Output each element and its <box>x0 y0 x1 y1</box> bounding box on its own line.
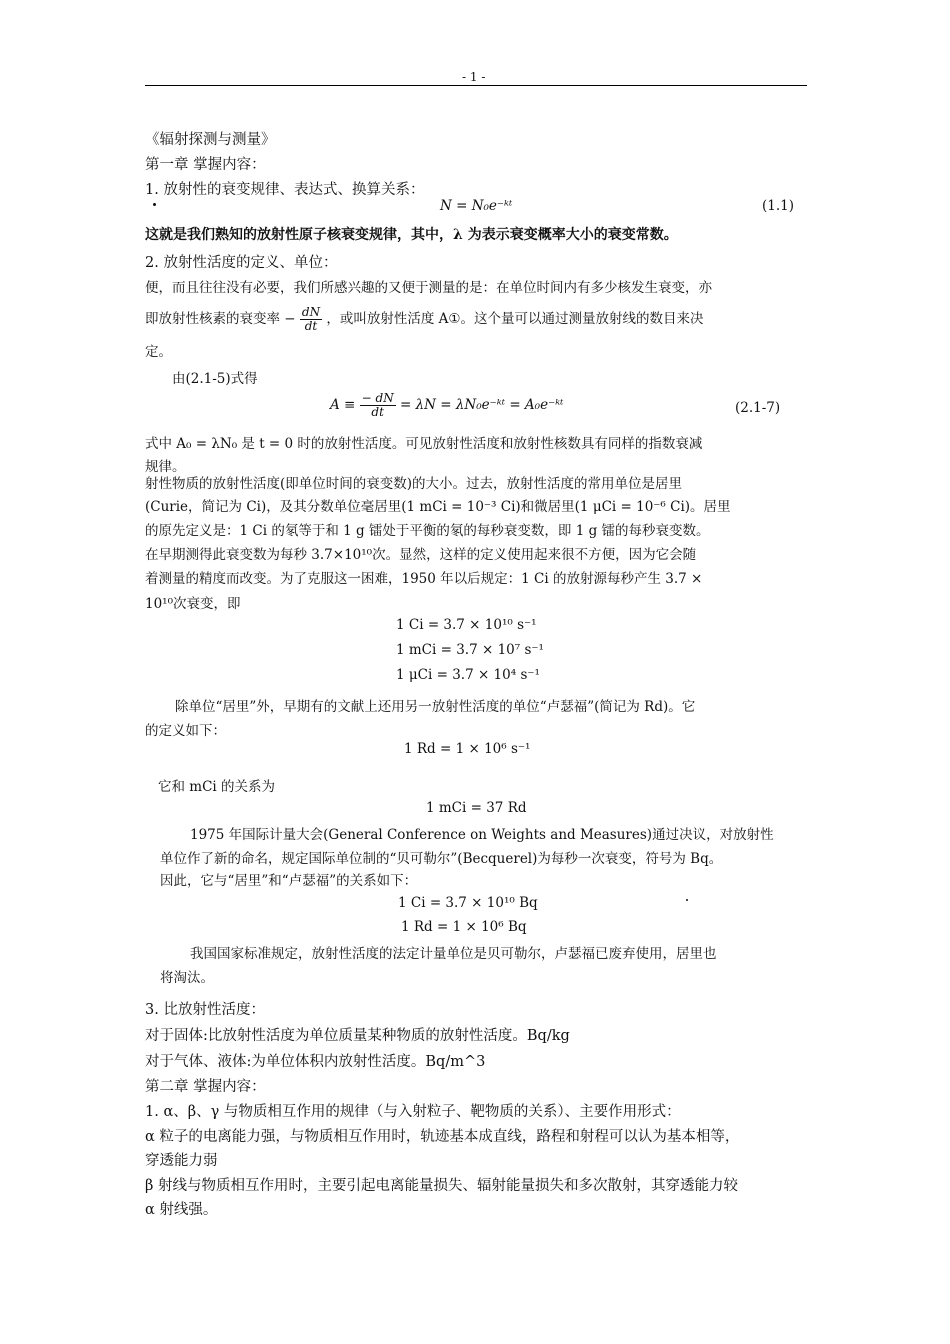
scan-line: (Curie，简记为 Ci)，及其分数单位毫居里(1 mCi = 10⁻³ Ci)和微居里(1 μCi = 10⁻⁶ Ci)。居里 <box>145 499 731 515</box>
equation-2-left: A ≡ <box>330 397 356 413</box>
bullet-dot <box>153 203 156 206</box>
scan-line: 它和 mCi 的关系为 <box>158 779 276 795</box>
scan-speck <box>686 899 688 901</box>
scan-line: 规律。 <box>145 459 186 475</box>
fraction-denominator: dt <box>304 319 318 333</box>
decay-law-sentence: 这就是我们熟知的放射性原子核衰变规律，其中，λ 为表示衰变概率大小的衰变常数。 <box>145 227 678 243</box>
item-2: 2. 放射性活度的定义、单位： <box>145 255 338 271</box>
unit-equation: 1 Ci = 3.7 × 10¹⁰ s⁻¹ <box>396 617 537 633</box>
scan-line: 单位作了新的命名，规定国际单位制的“贝可勒尔”(Becquerel)为每秒一次衰变，符号为 Bq。 <box>160 851 723 867</box>
activity-text-a: 即放射性核素的衰变率 − <box>145 311 296 327</box>
scan-line: 的定义如下： <box>145 723 226 739</box>
scan-line: 射性物质的放射性活度(即单位时间的衰变数)的大小。过去，放射性活度的常用单位是居里 <box>145 476 683 492</box>
scan-line: 1975 年国际计量大会(General Conference on Weights and Measures)通过决议，对放射性 <box>190 827 774 843</box>
activity-text-b: ，或叫放射性活度 A①。这个量可以通过测量放射线的数目来决 <box>326 311 704 327</box>
scan-line: 在早期测得此衰变数为每秒 3.7×10¹⁰次。显然，这样的定义使用起来很不方便，因为它会随 <box>145 547 697 563</box>
activity-definition-line <box>145 306 704 333</box>
unit-equation: 1 mCi = 37 Rd <box>426 800 527 816</box>
unit-equation: 1 Ci = 3.7 × 10¹⁰ Bq <box>398 895 538 911</box>
unit-equation: 1 Rd = 1 × 10⁶ Bq <box>401 919 527 935</box>
scan-line: 由(2.1-5)式得 <box>172 371 258 387</box>
unit-equation: 1 mCi = 3.7 × 10⁷ s⁻¹ <box>396 642 544 658</box>
scan-line: 除单位“居里”外，早期有的文献上还用另一放射性活度的单位“卢瑟福”(简记为 Rd)。它 <box>175 699 696 715</box>
dn-dt-fraction <box>300 306 322 333</box>
scan-line: 定。 <box>145 344 172 360</box>
page-number: - 1 - <box>462 70 486 84</box>
solid-definition: 对于固体:比放射性活度为单位质量某种物质的放射性活度。Bq/kg <box>145 1028 570 1044</box>
scan-line: 着测量的精度而改变。为了克服这一困难，1950 年以后规定：1 Ci 的放射源每秒产生 3.7 × <box>145 571 703 587</box>
fraction-numerator: − dN <box>361 391 394 405</box>
unit-equation: 1 Rd = 1 × 10⁶ s⁻¹ <box>404 741 531 757</box>
equation-1: N = N₀e⁻ᵏᵗ <box>440 198 513 214</box>
item-3: 3. 比放射性活度： <box>145 1002 265 1018</box>
unit-equation: 1 μCi = 3.7 × 10⁴ s⁻¹ <box>396 667 540 683</box>
beta-description-cont: α 射线强。 <box>145 1202 218 1218</box>
header-rule <box>145 85 807 86</box>
scan-line: 10¹⁰次衰变，即 <box>145 596 241 612</box>
alpha-description: α 粒子的电离能力强，与物质相互作用时，轨迹基本成直线，路程和射程可以认为基本相等， <box>145 1129 740 1145</box>
fraction-numerator: dN <box>301 305 321 319</box>
equation-2 <box>330 392 563 419</box>
book-title: 《辐射探测与测量》 <box>145 132 276 148</box>
alpha-description-cont: 穿透能力弱 <box>145 1153 218 1169</box>
equation-2-right: = λN = λN₀e⁻ᵏᵗ = A₀e⁻ᵏᵗ <box>400 397 564 413</box>
scan-line: 便，而且往往没有必要，我们所感兴趣的又便于测量的是：在单位时间内有多少核发生衰变，亦 <box>145 280 712 296</box>
scan-line: 我国国家标准规定，放射性活度的法定计量单位是贝可勒尔，卢瑟福已废弃使用，居里也 <box>190 946 717 962</box>
gas-liquid-definition: 对于气体、液体:为单位体积内放射性活度。Bq/m^3 <box>145 1054 486 1070</box>
chapter1-heading: 第一章 掌握内容： <box>145 157 266 173</box>
scan-line: 因此，它与“居里”和“卢瑟福”的关系如下： <box>160 873 418 889</box>
scan-line: 式中 A₀ = λN₀ 是 t = 0 时的放射性活度。可见放射性活度和放射性核数具有同样的指数衰减 <box>145 436 703 452</box>
equation-2-number: (2.1-7) <box>735 400 781 416</box>
equation-1-number: (1.1) <box>762 198 795 214</box>
scan-line: 的原先定义是：1 Ci 的氡等于和 1 g 镭处于平衡的氡的每秒衰变数，即 1 g 镭的每秒衰变数。 <box>145 523 710 539</box>
item-1: 1. 放射性的衰变规律、表达式、换算关系： <box>145 182 425 198</box>
beta-description: β 射线与物质相互作用时，主要引起电离能量损失、辐射能量损失和多次散射，其穿透能力较 <box>145 1178 738 1194</box>
chapter2-item-1: 1. α、β、γ 与物质相互作用的规律（与入射粒子、靶物质的关系）、主要作用形式： <box>145 1104 681 1120</box>
fraction-denominator: dt <box>371 405 384 419</box>
chapter2-heading: 第二章 掌握内容： <box>145 1079 266 1095</box>
scan-line: 将淘汰。 <box>160 970 214 986</box>
equation-2-fraction <box>360 392 396 419</box>
